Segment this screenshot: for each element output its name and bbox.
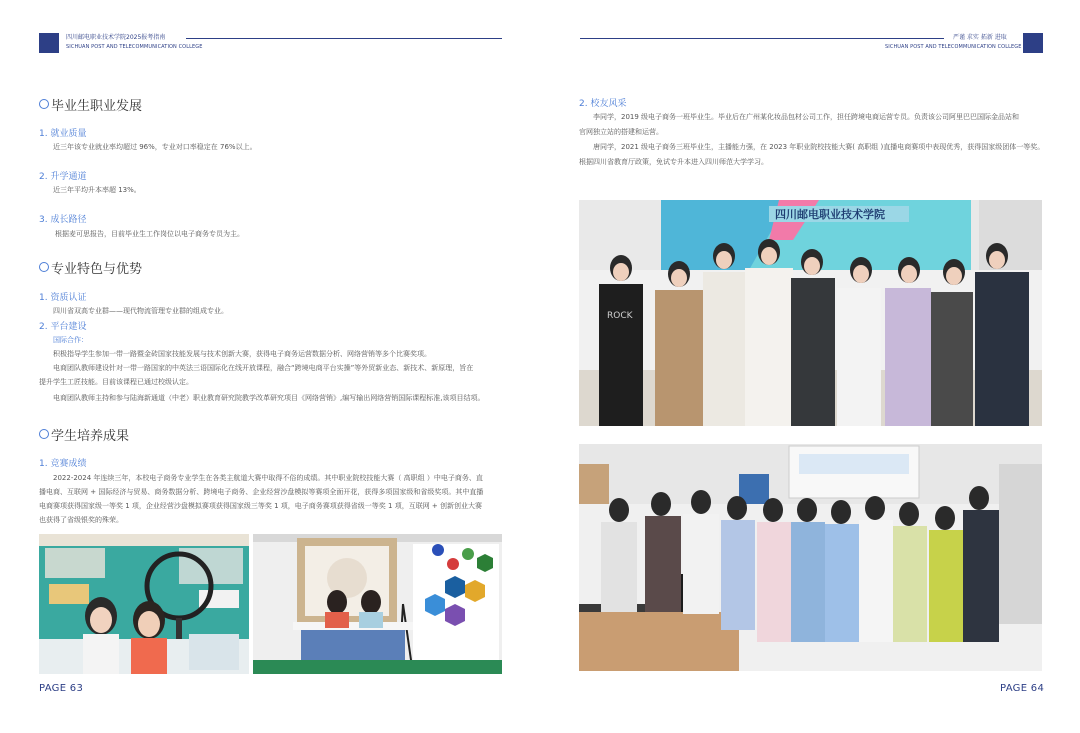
- header-title-en: SICHUAN POST AND TELECOMMUNICATION COLLEGE: [66, 44, 203, 50]
- career-heading-2: 2. 升学通道: [39, 172, 87, 182]
- section-title-features: 专业特色与优势: [39, 258, 142, 277]
- features-line-4: 电商团队教师主持和参与陆海新通道（中老）职业教育研究院教学改革研究项目《网络营销》,编写输出网络营销国际课程标准,该项目结项。: [53, 394, 485, 402]
- results-heading-1: 1. 竞赛成绩: [39, 459, 87, 469]
- photo-group-1: [579, 200, 1042, 426]
- features-text-1: 四川省双高专业群——现代物流管理专业群的组成专业。: [53, 307, 228, 315]
- features-heading-1: 1. 资质认证: [39, 293, 87, 303]
- results-line-1: 2022-2024 年连续三年，本校电子商务专业学生在各类主航道大赛中取得不俗的成绩。其中职业院校技能大赛（ 高职组 ）中电子商务、直: [53, 474, 483, 482]
- banner-school-name: 四川邮电职业技术学院: [775, 208, 885, 221]
- header-title-en: SICHUAN POST AND TELECOMMUNICATION COLLEGE: [885, 44, 1022, 50]
- circle-bullet-icon: [39, 99, 49, 109]
- alumni-line-2: 官网独立站的搭建和运营。: [579, 128, 663, 136]
- shirt-print-text: ROCK: [607, 311, 633, 321]
- photo-livestream-studio-1: [39, 534, 249, 674]
- photo-group-2: [579, 444, 1042, 671]
- section-title-results: 学生培养成果: [39, 425, 129, 444]
- alumni-line-3: 唐同学，2021 级电子商务三班毕业生，主播能力强，在 2023 年职业院校技能大赛( 高职组 )直播电商赛项中表现优秀，获得国家级团体一等奖。: [593, 143, 1045, 151]
- features-line-2: 电商团队教师建设针对一带一路国家的中英法三语国际化在线开放课程，融合“跨境电商平台实操”等外贸新业态、新技术、新原理，旨在: [53, 364, 474, 372]
- features-line-3: 提升学生工匠技能。目前该课程已通过校级认定。: [39, 378, 193, 386]
- results-line-3: 电商赛项获得国家级一等奖 1 项，企业经营沙盘模拟赛项获得国家级三等奖 1 项，电子商务赛项获得省级一等奖 1 项，互联网 + 创新创业大赛: [39, 502, 483, 510]
- career-heading-1: 1. 就业质量: [39, 129, 87, 139]
- career-heading-3: 3. 成长路径: [39, 215, 87, 225]
- header-rule: [186, 38, 502, 39]
- features-line-1: 积极指导学生参加一带一路暨金砖国家技能发展与技术创新大赛，获得电子商务运营数据分析、网络营销等多个比赛奖项。: [53, 350, 431, 358]
- features-heading-2: 2. 平台建设: [39, 322, 87, 332]
- career-text-3: 根据麦可思报告，目前毕业生工作岗位以电子商务专员为主。: [55, 230, 244, 238]
- photo-livestream-studio-2: [253, 534, 502, 674]
- career-text-1: 近三年该专业就业率均超过 96%，专业对口率稳定在 76%以上。: [53, 143, 257, 151]
- page-number: PAGE 64: [1000, 683, 1045, 694]
- alumni-heading: 2. 校友风采: [579, 99, 627, 109]
- career-text-2: 近三年平均升本率超 13%。: [53, 186, 141, 194]
- header-motto: 严谨 求实 拓新 进取: [953, 34, 1007, 41]
- section-title-career: 毕业生职业发展: [39, 95, 142, 114]
- alumni-line-1: 李同学，2019 级电子商务一班毕业生。毕业后在广州某化妆品包材公司工作，担任跨境电商运营专员。负责该公司阿里巴巴国际金品站和: [593, 113, 1020, 121]
- alumni-line-4: 根据四川省教育厅政策，免试专升本进入四川师范大学学习。: [579, 158, 768, 166]
- results-line-4: 也获得了省级银奖的殊荣。: [39, 516, 123, 524]
- page-number: PAGE 63: [39, 683, 84, 694]
- header-square-logo: [39, 33, 59, 53]
- header-rule: [580, 38, 944, 39]
- circle-bullet-icon: [39, 429, 49, 439]
- header-square-logo: [1023, 33, 1043, 53]
- right-page: [540, 0, 1080, 733]
- header-title-cn: 四川邮电职业技术学院2025报考指南: [66, 34, 166, 41]
- intl-cooperation-label: 国际合作：: [53, 336, 88, 344]
- results-line-2: 播电商、互联网 + 国际经济与贸易、商务数据分析、跨境电子商务、企业经营沙盘模拟等赛项全面开花，获得多项国家级和省级奖项。其中直播: [39, 488, 484, 496]
- circle-bullet-icon: [39, 262, 49, 272]
